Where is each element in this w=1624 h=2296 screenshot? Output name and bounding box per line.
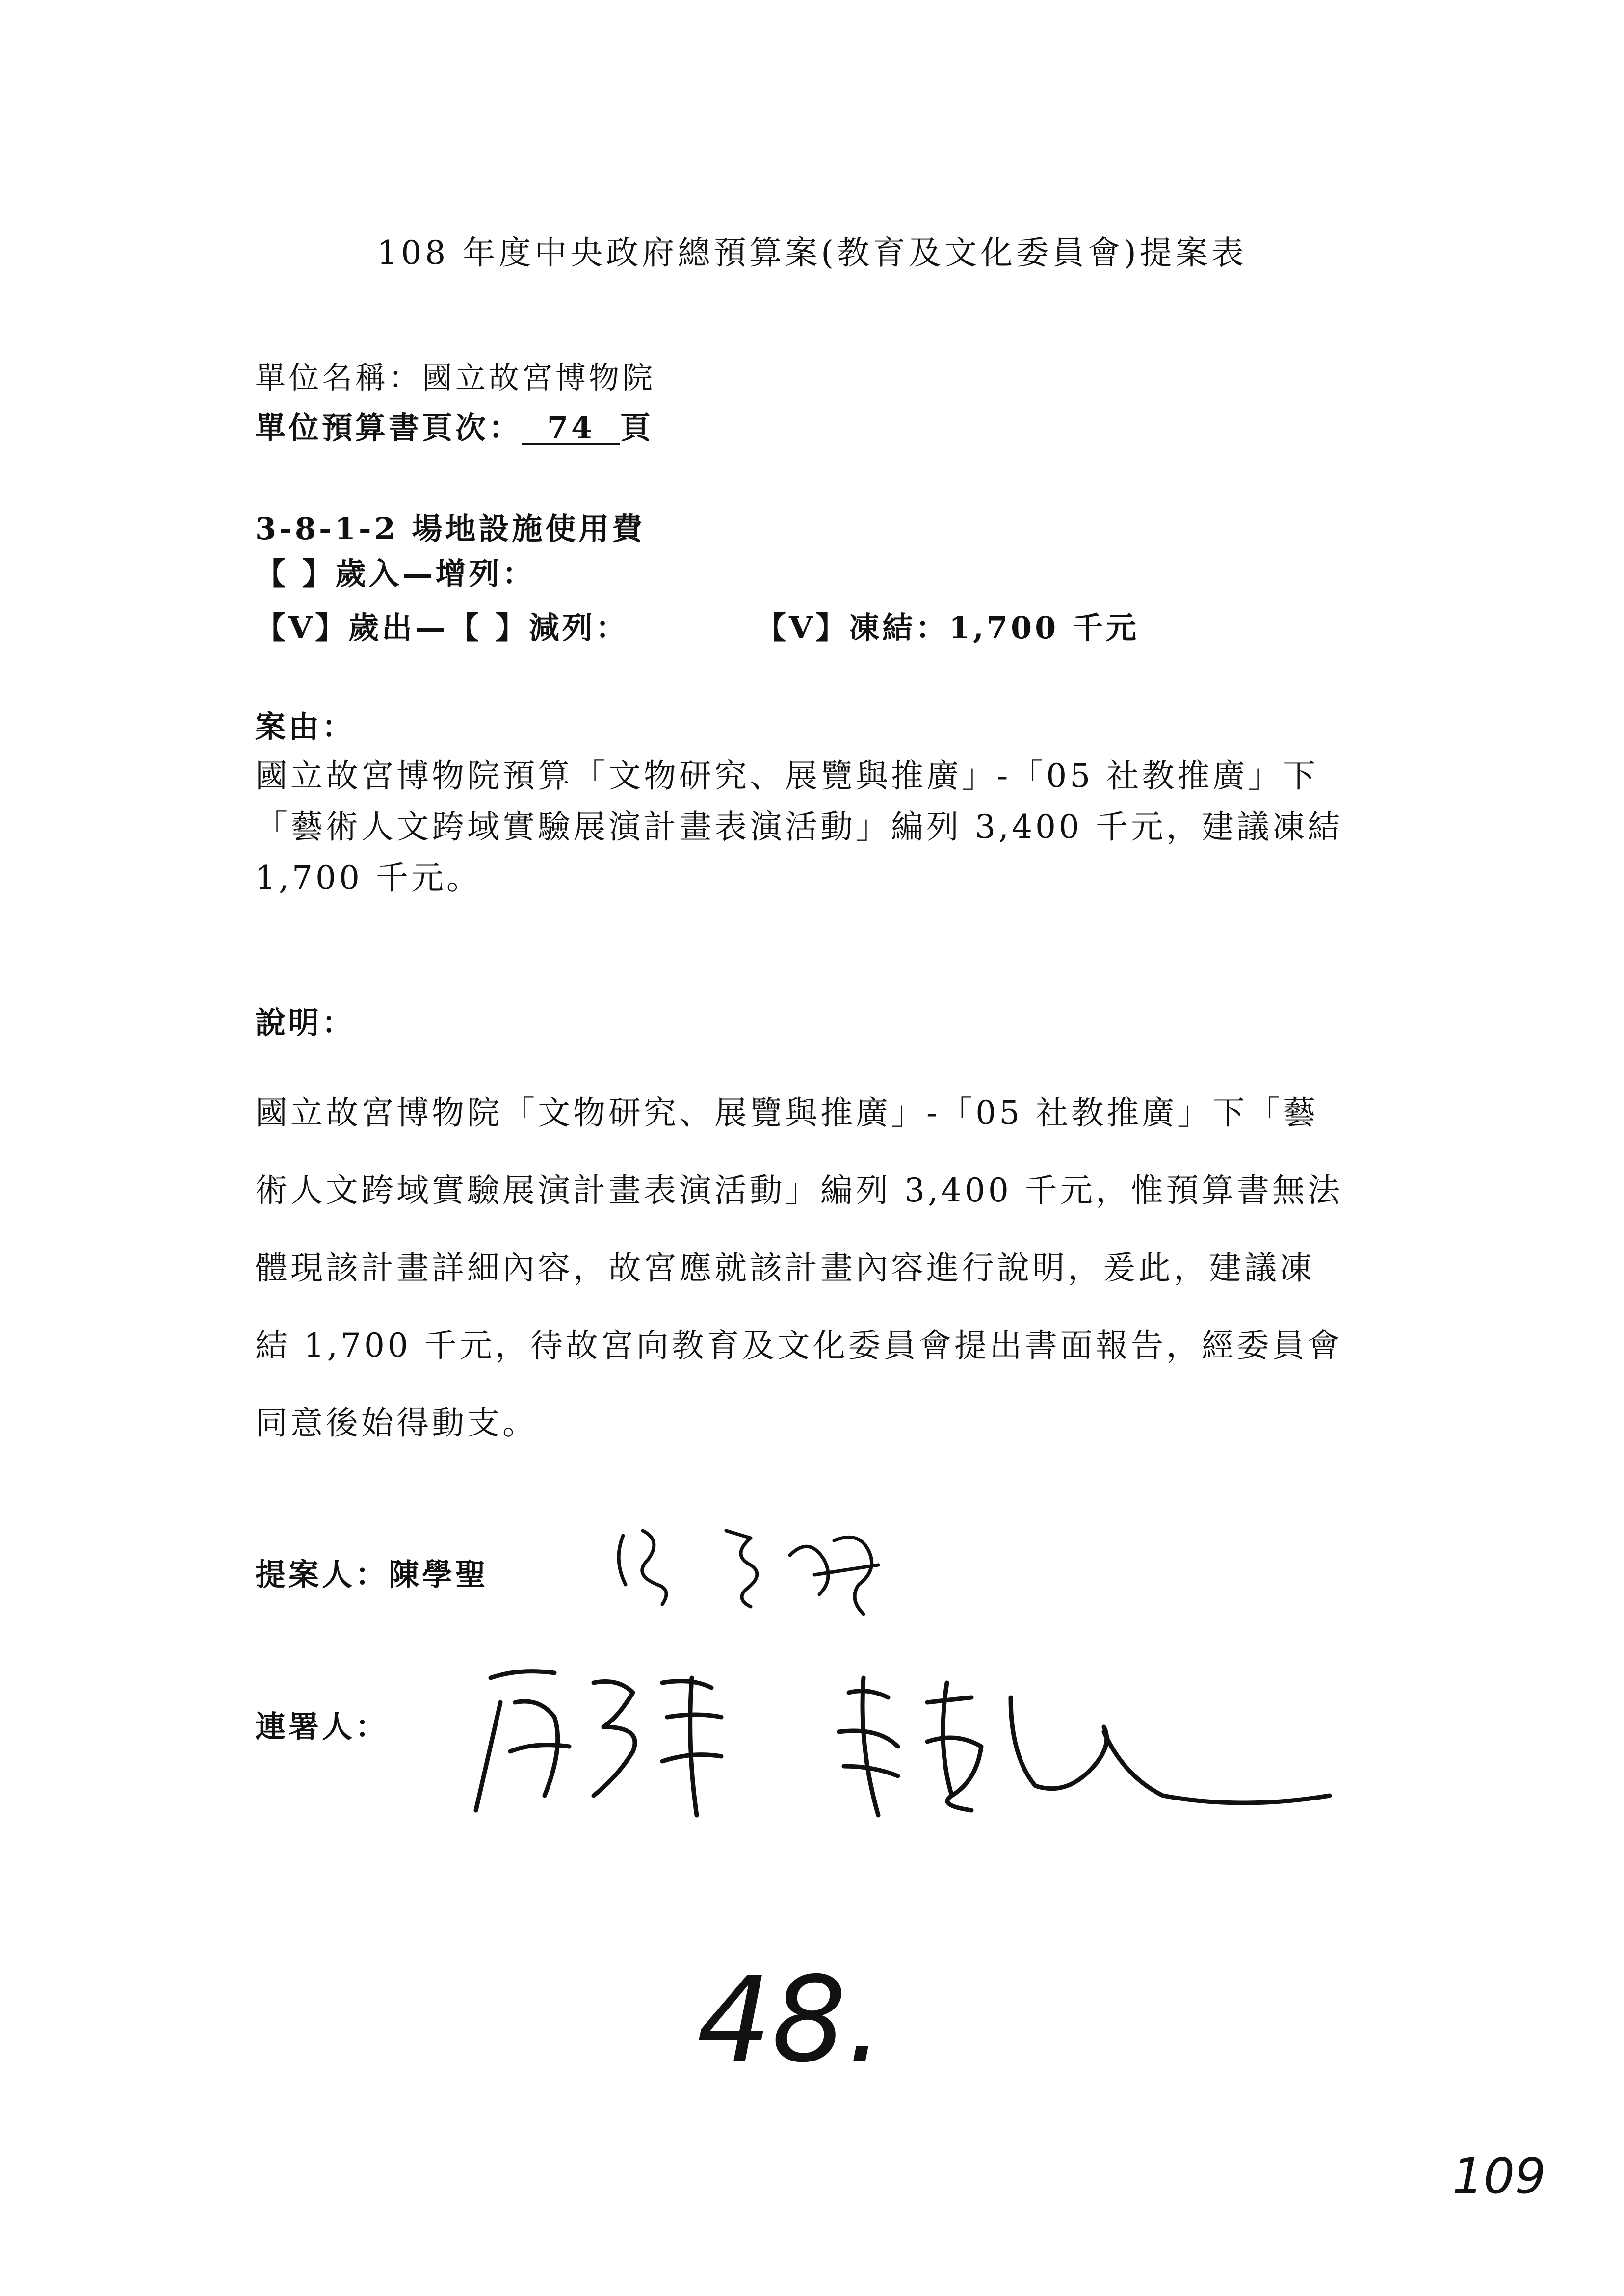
freeze-amount: 【V】凍結：1,700 千元 — [756, 610, 1139, 646]
unit-name-value: 國立故宮博物院 — [422, 360, 656, 395]
svg-text:48.: 48. — [697, 1951, 884, 2088]
explanation-heading: 說明： — [255, 1005, 356, 1041]
unit-page-value: 74 — [522, 413, 620, 445]
reason-line: 1,700 千元。 — [255, 859, 482, 897]
item-code-title: 3-8-1-2 場地設施使用費 — [255, 511, 646, 547]
reason-line: 國立故宮博物院預算「文物研究、展覽與推廣」-「05 社教推廣」下 — [255, 757, 1319, 795]
unit-page-label: 單位預算書頁次： — [255, 410, 523, 445]
reason-line: 「藝術人文跨域實驗展演計畫表演活動」編列 3,400 千元，建議凍結 — [255, 808, 1343, 846]
handwritten-number-48 — [697, 1951, 913, 2088]
explanation-line: 術人文跨域實驗展演計畫表演活動」編列 3,400 千元，惟預算書無法 — [255, 1172, 1343, 1209]
explanation-line: 國立故宮博物院「文物研究、展覽與推廣」-「05 社教推廣」下「藝 — [255, 1094, 1319, 1132]
expense-line: 【V】歲出—【 】減列： — [255, 610, 629, 646]
unit-page-line — [255, 403, 654, 447]
proposer-label: 提案人： — [255, 1557, 389, 1592]
unit-name-line — [255, 353, 655, 397]
reason-heading: 案由： — [255, 709, 356, 745]
proposer-signature-handwriting — [603, 1501, 917, 1619]
explanation-body — [255, 1074, 1384, 1462]
revenue-line: 【 】歲入—增列： — [255, 556, 536, 592]
cosigner-signature-handwriting — [456, 1648, 1354, 1835]
unit-name-label: 單位名稱： — [255, 360, 422, 395]
document-title: 108 年度中央政府總預算案(教育及文化委員會)提案表 — [377, 234, 1247, 272]
proposer-line — [255, 1550, 489, 1594]
unit-page-suffix: 頁 — [620, 410, 654, 445]
explanation-line: 結 1,700 千元，待故宮向教育及文化委員會提出書面報告，經委員會 — [255, 1327, 1343, 1364]
explanation-line: 體現該計畫詳細內容，故宮應就該計畫內容進行說明，爰此，建議凍 — [255, 1249, 1315, 1287]
proposer-name: 陳學聖 — [389, 1557, 489, 1592]
svg-text:109: 109 — [1452, 2147, 1546, 2205]
cosigner-label: 連署人： — [255, 1709, 389, 1745]
explanation-line: 同意後始得動支。 — [255, 1404, 538, 1442]
reason-body — [255, 751, 1384, 904]
handwritten-page-number — [1452, 2139, 1550, 2222]
